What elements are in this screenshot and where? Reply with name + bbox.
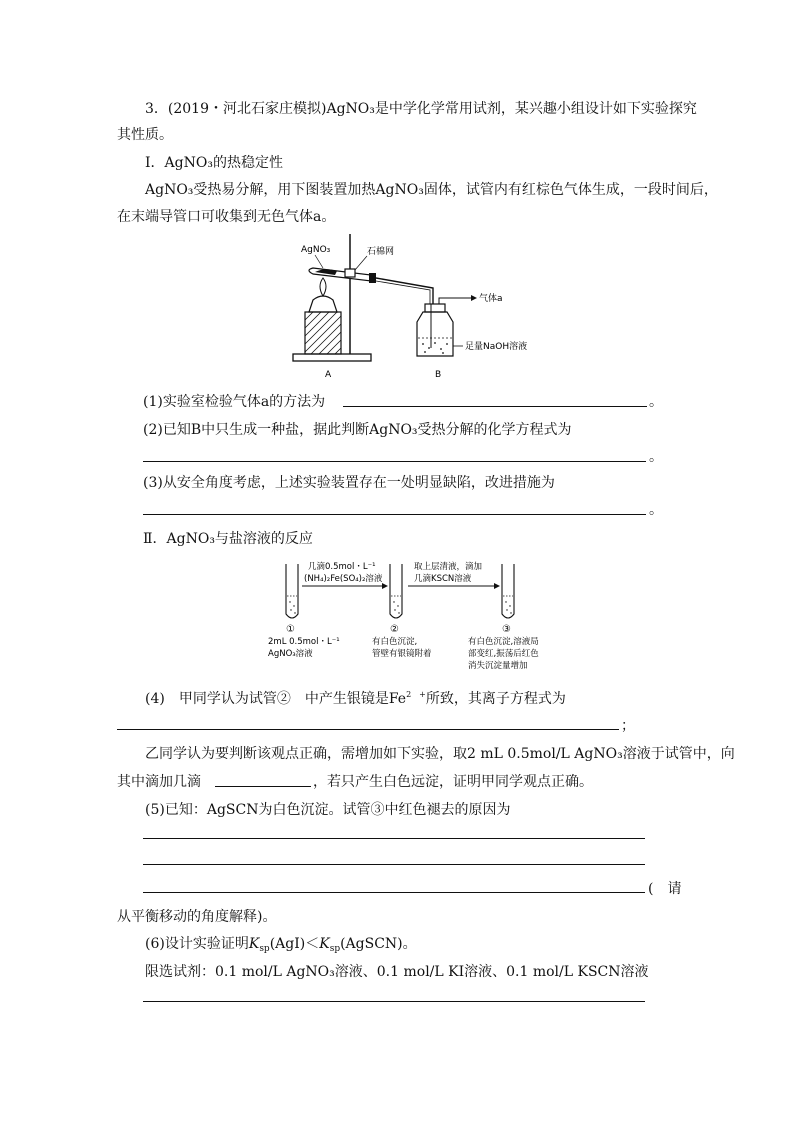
arrow2-label-line1: 取上层清液，滴加 [414, 562, 483, 572]
question-intro-line2: 其性质。 [117, 127, 173, 143]
q4-reagent-answer-line[interactable] [215, 786, 311, 787]
apparatus-figure [285, 234, 555, 382]
arrow1-label-line2: (NH₄)₂Fe(SO₄)₂溶液 [304, 574, 383, 584]
outlet-tube [439, 298, 453, 304]
q4-text-b: 所致，其离子方程式为 [425, 691, 566, 707]
label-naoh: 足量NaOH溶液 [465, 342, 528, 352]
tube1-number: ① [286, 624, 295, 635]
q3-period: 。 [649, 502, 663, 518]
q6-agscn: (AgSCN)。 [340, 936, 417, 952]
tube2-number: ② [390, 624, 399, 635]
q6-answer-line[interactable] [143, 1001, 645, 1002]
q5-tail-a: ( 请 [648, 881, 682, 897]
section1-para-line1: AgNO₃受热易分解，用下图装置加热AgNO₃固体，试管内有红棕色气体生成，一段时间后， [145, 182, 718, 198]
flame-icon [320, 278, 326, 296]
q4-para2-line1: 乙同学认为要判断该观点正确，需增加如下实验，取2 mL 0.5mol/L AgNO₃溶液于试管中，向 [145, 746, 735, 762]
q6-ksp1: K [248, 936, 260, 952]
test-tube [309, 268, 371, 281]
tubes-figure [262, 558, 562, 676]
label-gas-a: 气体a [479, 294, 503, 304]
bottle-neck [425, 304, 445, 312]
section1-para-line2: 在末端导管口可收集到无色气体a。 [117, 209, 336, 225]
stand-base [293, 354, 371, 361]
arrow1-label-line1: 几滴0.5mol・L⁻¹ [308, 562, 376, 572]
q3-answer-line[interactable] [143, 514, 646, 515]
tube1-caption-line1: 2mL 0.5mol・L⁻¹ [268, 637, 340, 647]
q6-sp2: sp [329, 944, 341, 954]
q6-text [145, 933, 417, 954]
q4-semicolon: ； [621, 718, 635, 734]
tube-1 [286, 564, 298, 618]
q1-period: 。 [649, 394, 663, 410]
arrow2-label-line2: 几滴KSCN溶液 [414, 574, 472, 584]
q1-text: (1)实验室检验气体a的方法为 [143, 394, 326, 410]
q4-para2-line2a: 其中滴加几滴 [117, 774, 201, 790]
q6-lead: (6)设计实验证明 [145, 936, 249, 952]
q4-para2-line2b: ，若只产生白色远淀，证明甲同学观点正确。 [313, 774, 593, 790]
q2-text: (2)已知B中只生成一种盐，据此判断AgNO₃受热分解的化学方程式为 [143, 422, 572, 438]
q2-answer-line[interactable] [143, 461, 646, 462]
section2-title: Ⅱ．AgNO₃与盐溶液的反应 [143, 531, 313, 547]
tube3-caption-line3: 消失沉淀量增加 [468, 661, 528, 671]
q6-sp1: sp [259, 944, 270, 954]
section1-title: Ⅰ．AgNO₃的热稳定性 [145, 155, 283, 171]
tube-2 [390, 564, 402, 618]
q4-answer-line[interactable] [117, 729, 619, 730]
label-asbestos: 石棉网 [367, 247, 395, 257]
q2-period: 。 [649, 449, 663, 465]
q5-answer-line3[interactable] [143, 892, 645, 893]
question-intro-line1: 3．(2019・河北石家庄模拟)AgNO₃是中学化学常用试剂，某兴趣小组设计如下实验探究 [145, 101, 697, 117]
q5-tail-b: 从平衡移动的角度解释)。 [117, 909, 277, 925]
tube1-caption-line2: AgNO₃溶液 [268, 649, 313, 659]
q3-text: (3)从安全角度考虑，上述实验装置存在一处明显缺陷，改进措施为 [143, 475, 555, 491]
label-b: B [435, 370, 442, 380]
tube2-caption-line1: 有白色沉淀, [372, 637, 418, 647]
clamp [345, 269, 355, 277]
label-agno3: AgNO₃ [301, 245, 331, 255]
q6-ksp2: K [319, 936, 330, 952]
q5-text: (5)已知：AgSCN为白色沉淀。试管③中红色褪去的原因为 [145, 802, 511, 818]
q4-line1 [145, 688, 566, 708]
q5-answer-line2[interactable] [143, 864, 645, 865]
tube2-caption-line2: 管壁有银镜附着 [372, 649, 432, 659]
q6-reagents: 限选试剂：0.1 mol/L AgNO₃溶液、0.1 mol/L KI溶液、0.1 mol/L KSCN溶液 [145, 964, 649, 980]
tube-3 [502, 564, 514, 618]
q4-superscript: 2 + [406, 690, 426, 699]
delivery-tube [376, 278, 433, 304]
tube3-number: ③ [502, 624, 511, 635]
gas-bottle [417, 312, 453, 356]
tube3-caption-line2: 部变红,振荡后红色 [468, 649, 539, 659]
q1-answer-line[interactable] [343, 406, 647, 407]
tube3-caption-line1: 有白色沉淀,溶液局 [468, 637, 539, 647]
alcohol-lamp [309, 296, 337, 312]
label-a: A [325, 370, 332, 380]
stopper [369, 273, 376, 283]
q6-agi: (AgI)＜ [269, 936, 320, 952]
q4-text-a: (4) 甲同学认为试管② 中产生银镜是Fe [145, 691, 407, 707]
q5-answer-line1[interactable] [143, 838, 645, 839]
